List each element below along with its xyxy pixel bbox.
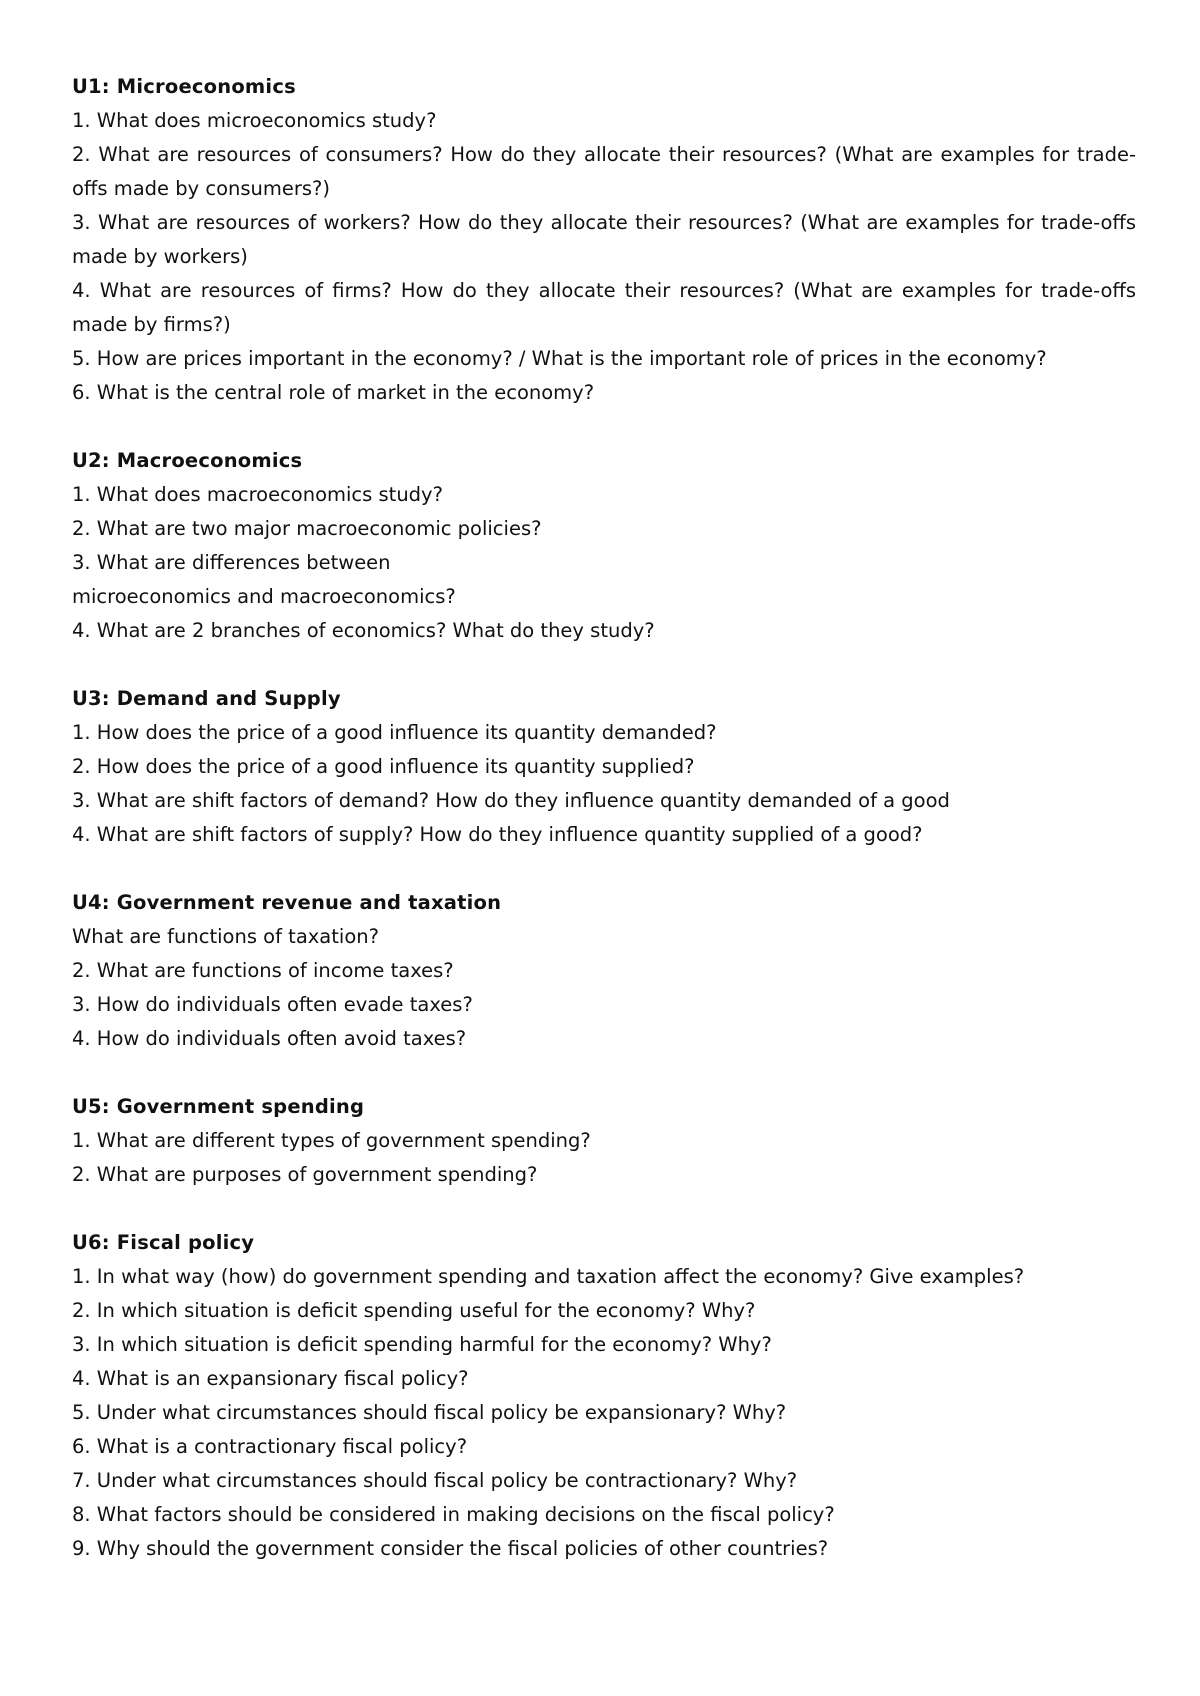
question-item: 1. What are different types of government spending? [72,1129,591,1152]
question-item: 2. In which situation is deficit spending useful for the economy? Why? [72,1299,756,1322]
question-item: 1. How does the price of a good influence its quantity demanded? [72,721,717,744]
question-item: 4. What is an expansionary fiscal policy? [72,1367,469,1390]
question-item: 6. What is the central role of market in the economy? [72,381,595,404]
question-item: What are functions of taxation? [72,925,379,948]
question-item: 3. How do individuals often evade taxes? [72,993,473,1016]
question-item: 3. What are differences between [72,551,391,574]
unit-title-u1: U1: Microeconomics [72,75,296,98]
question-item: 2. What are functions of income taxes? [72,959,454,982]
question-item: 2. What are purposes of government spending? [72,1163,538,1186]
question-item: 2. What are two major macroeconomic policies? [72,517,542,540]
question-item: 1. In what way (how) do government spending and taxation affect the economy? Give examples? [72,1265,1025,1288]
unit-title-u5: U5: Government spending [72,1095,365,1118]
question-item: 5. How are prices important in the economy? / What is the important role of prices in the economy? [72,347,1047,370]
question-item: 1. What does microeconomics study? [72,109,437,132]
unit-title-u2: U2: Macroeconomics [72,449,303,472]
question-item: 2. What are resources of consumers? How do they allocate their resources? (What are examples for trade-offs made by consumers?) [72,143,1136,200]
question-item: microeconomics and macroeconomics? [72,585,456,608]
question-item: 8. What factors should be considered in making decisions on the fiscal policy? [72,1503,835,1526]
question-item: 2. How does the price of a good influence its quantity supplied? [72,755,695,778]
unit-section-u2 [72,444,1136,648]
question-item: 4. What are 2 branches of economics? What do they study? [72,619,655,642]
question-item: 4. How do individuals often avoid taxes? [72,1027,467,1050]
unit-title-u4: U4: Government revenue and taxation [72,891,502,914]
question-item: 9. Why should the government consider the fiscal policies of other countries? [72,1537,829,1560]
question-item: 4. What are shift factors of supply? How do they influence quantity supplied of a good? [72,823,923,846]
question-item: 5. Under what circumstances should fiscal policy be expansionary? Why? [72,1401,787,1424]
question-item: 4. What are resources of firms? How do they allocate their resources? (What are examples for trade-offs made by firms?) [72,279,1136,336]
unit-section-u3 [72,682,1136,852]
question-item: 7. Under what circumstances should fiscal policy be contractionary? Why? [72,1469,798,1492]
question-item: 6. What is a contractionary fiscal policy? [72,1435,468,1458]
question-item: 3. What are resources of workers? How do they allocate their resources? (What are examples for trade-offs made by workers) [72,211,1136,268]
question-item: 3. In which situation is deficit spending harmful for the economy? Why? [72,1333,772,1356]
unit-section-u4 [72,886,1136,1056]
question-item: 1. What does macroeconomics study? [72,483,443,506]
unit-title-u6: U6: Fiscal policy [72,1231,255,1254]
unit-section-u1 [72,70,1136,410]
question-sheet [72,70,1136,1600]
unit-section-u6 [72,1226,1136,1566]
unit-section-u5 [72,1090,1136,1192]
question-item: 3. What are shift factors of demand? How do they influence quantity demanded of a good [72,789,950,812]
unit-title-u3: U3: Demand and Supply [72,687,341,710]
